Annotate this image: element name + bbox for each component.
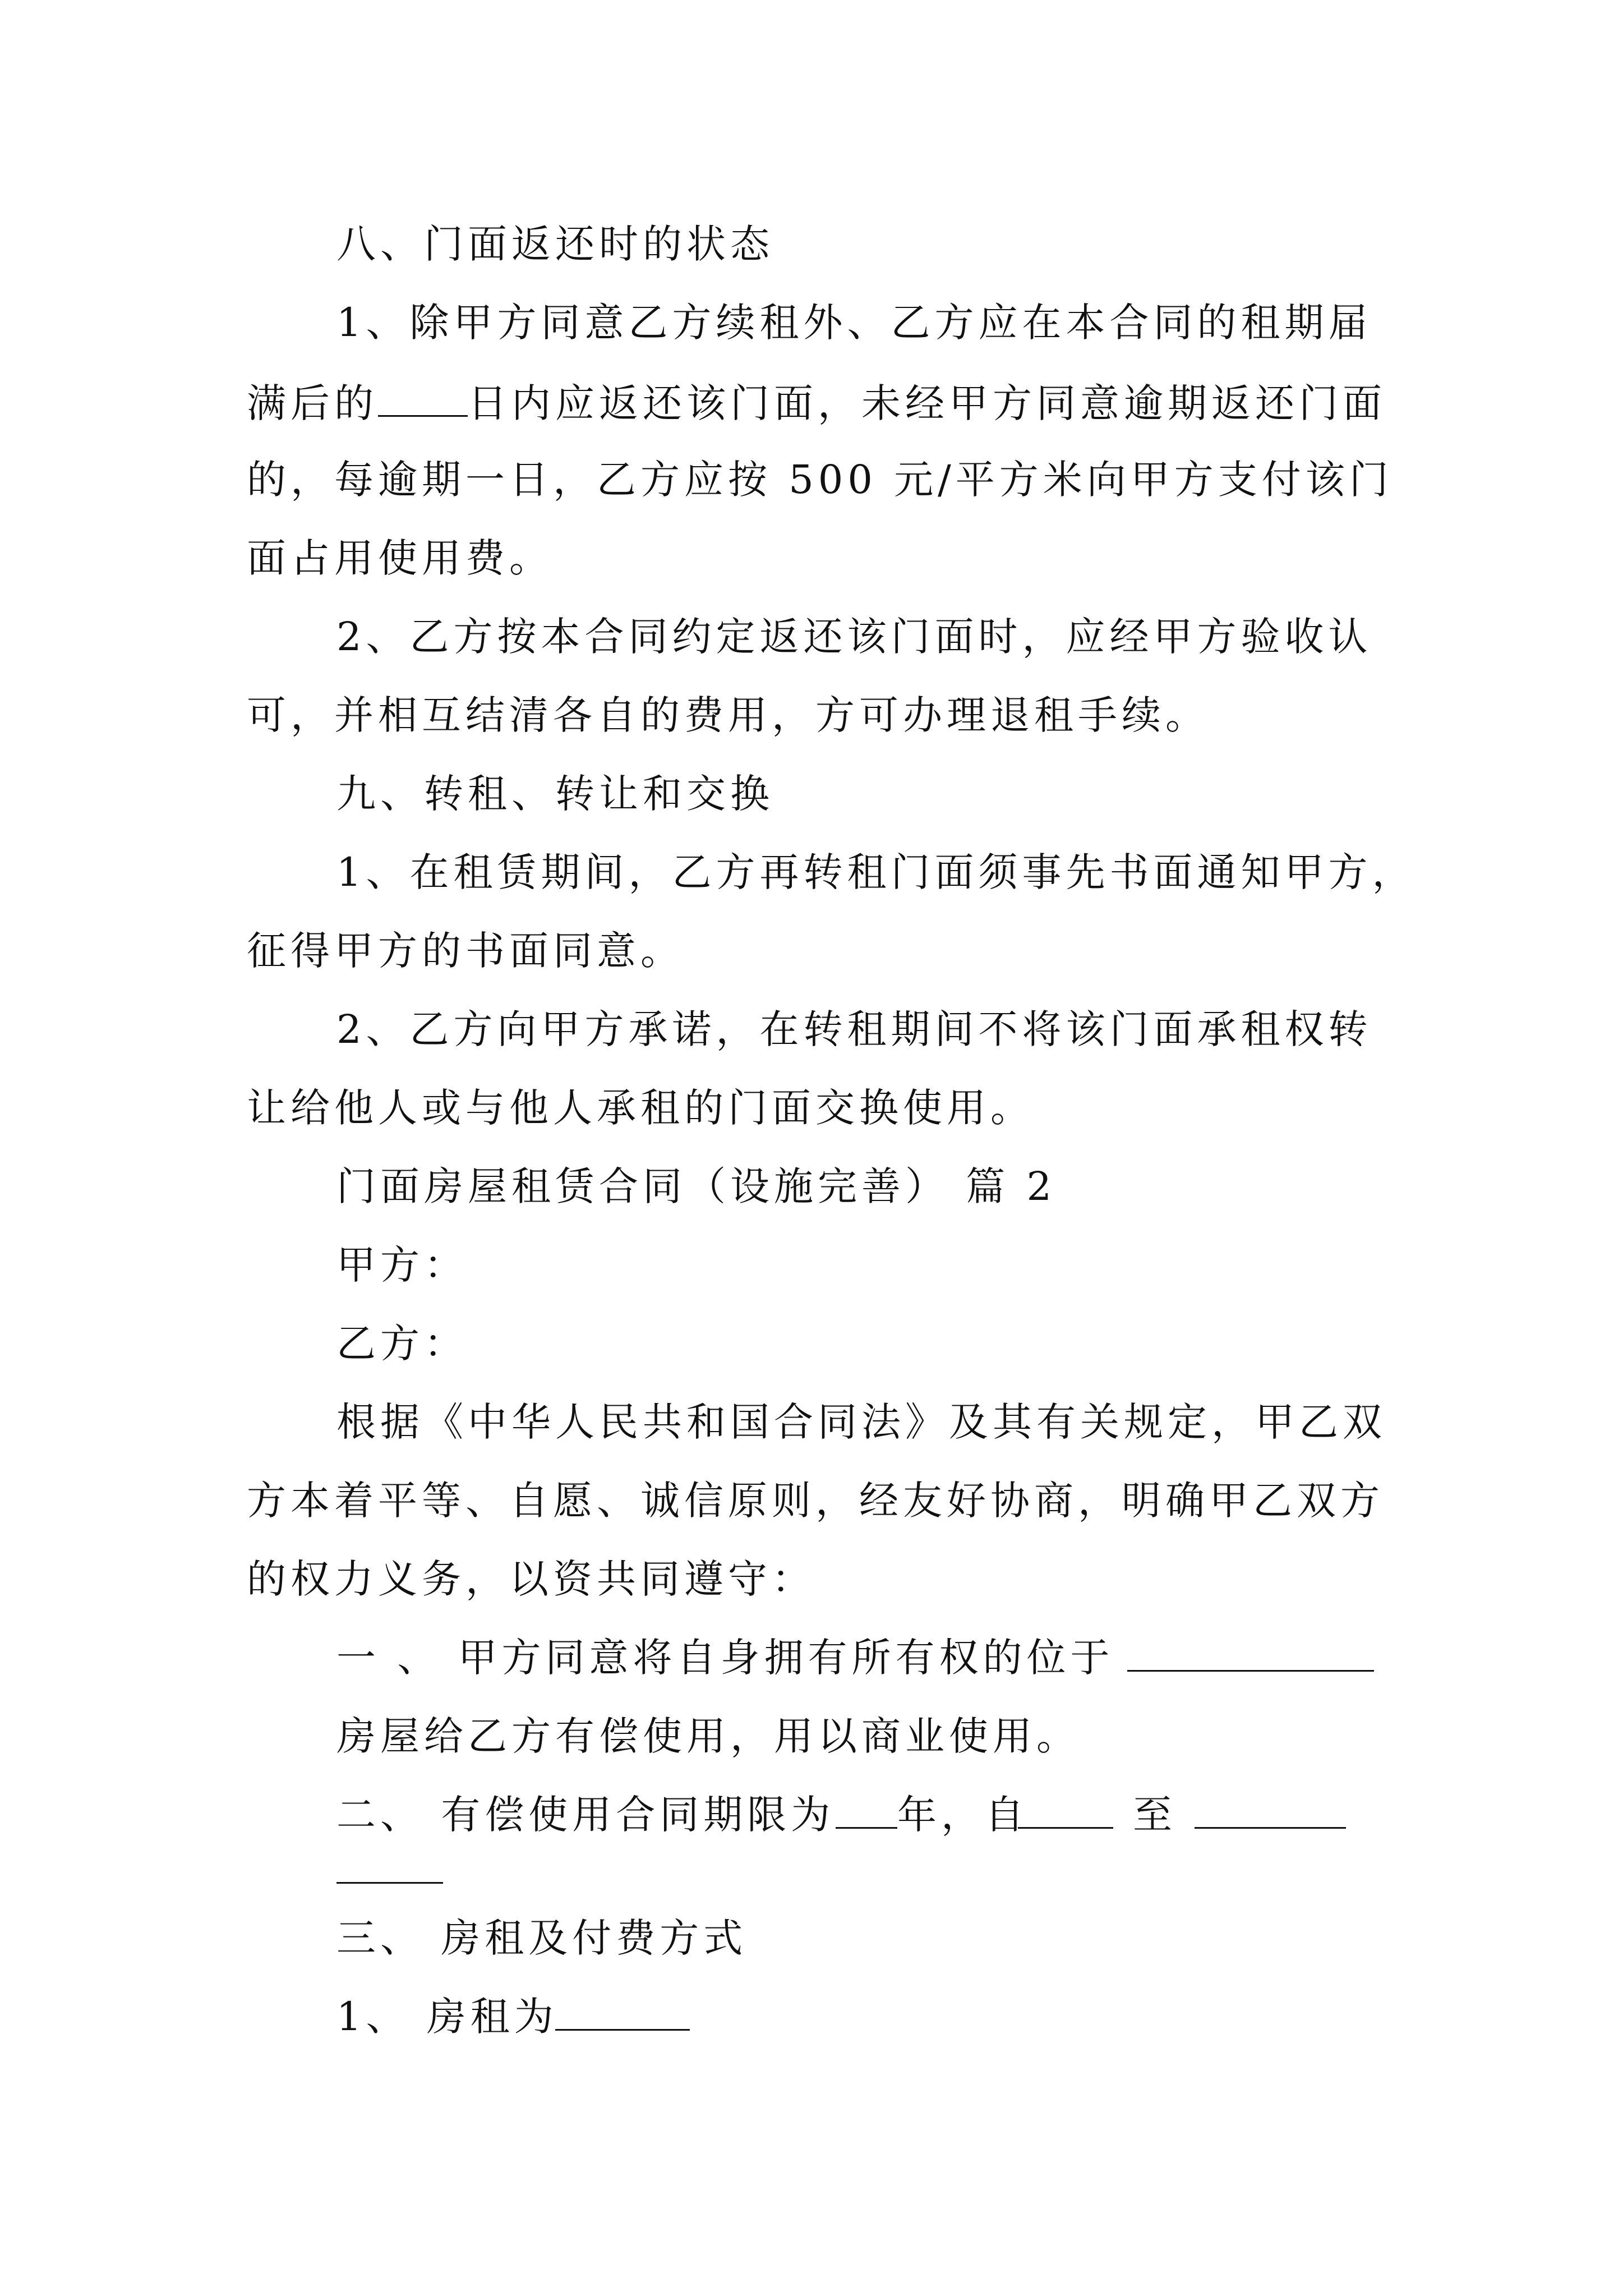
return-days-blank xyxy=(378,381,468,417)
clause-3-heading: 三、 房租及付费方式 xyxy=(336,1915,748,1961)
intro-line-1: 根据《中华人民共和国合同法》及其有关规定，甲乙双 xyxy=(336,1399,1386,1445)
location-blank xyxy=(1127,1670,1374,1672)
section-8-p1-line-3: 的，每逾期一日，乙方应按 500 元/平方米向甲方支付该门 xyxy=(247,457,1393,503)
section-8-p1-line-2a: 满后的 xyxy=(247,380,378,426)
party-a-label: 甲方： xyxy=(336,1242,468,1288)
section-8-p1-line-1: 1、除甲方同意乙方续租外、乙方应在本合同的租期届 xyxy=(336,300,1372,346)
section-9-p1-line-1: 1、在租赁期间，乙方再转租门面须事先书面通知甲方， xyxy=(336,849,1416,895)
section-8-p1-line-2b: 日内应返还该门面，未经甲方同意逾期返还门面 xyxy=(468,380,1386,426)
rent-amount-blank xyxy=(555,2029,690,2031)
section-8-p1-line-2 xyxy=(247,380,1386,426)
section-9-heading: 九、转租、转让和交换 xyxy=(336,771,774,817)
clause-1-line-2: 房屋给乙方有偿使用，用以商业使用。 xyxy=(336,1713,1080,1759)
term-years-blank xyxy=(836,1827,897,1829)
intro-line-2: 方本着平等、自愿、诚信原则，经友好协商，明确甲乙双方 xyxy=(247,1478,1384,1524)
section-8-heading: 八、门面返还时的状态 xyxy=(336,221,774,267)
clause-3-item-1: 1、 房租为 xyxy=(336,1994,558,2040)
section-9-p2-line-2: 让给他人或与他人承租的门面交换使用。 xyxy=(247,1085,1034,1131)
end-date-blank xyxy=(1195,1827,1346,1829)
section-8-p2-line-1: 2、乙方按本合同约定返还该门面时，应经甲方验收认 xyxy=(336,614,1372,660)
clause-2-term-c: 至 xyxy=(1133,1792,1177,1838)
end-date-blank-continued xyxy=(336,1882,443,1884)
start-date-blank xyxy=(1018,1827,1113,1829)
section-9-p2-line-1: 2、乙方向甲方承诺，在转租期间不将该门面承租权转 xyxy=(336,1006,1372,1052)
party-b-label: 乙方： xyxy=(336,1320,468,1366)
clause-2-term-a: 二、 有偿使用合同期限为 xyxy=(336,1792,835,1838)
clause-1-line-1: 一 、 甲方同意将自身拥有所有权的位于 xyxy=(336,1635,1114,1681)
contract-2-title: 门面房屋租赁合同（设施完善） 篇 2 xyxy=(336,1163,1057,1209)
section-8-p2-line-2: 可，并相互结清各自的费用，方可办理退租手续。 xyxy=(247,692,1209,738)
section-8-p1-line-4: 面占用使用费。 xyxy=(247,535,553,581)
clause-2-term-b: 年，自 xyxy=(897,1792,1029,1838)
section-9-p1-line-2: 征得甲方的书面同意。 xyxy=(247,928,684,974)
intro-line-3: 的权力义务，以资共同遵守： xyxy=(247,1556,815,1602)
